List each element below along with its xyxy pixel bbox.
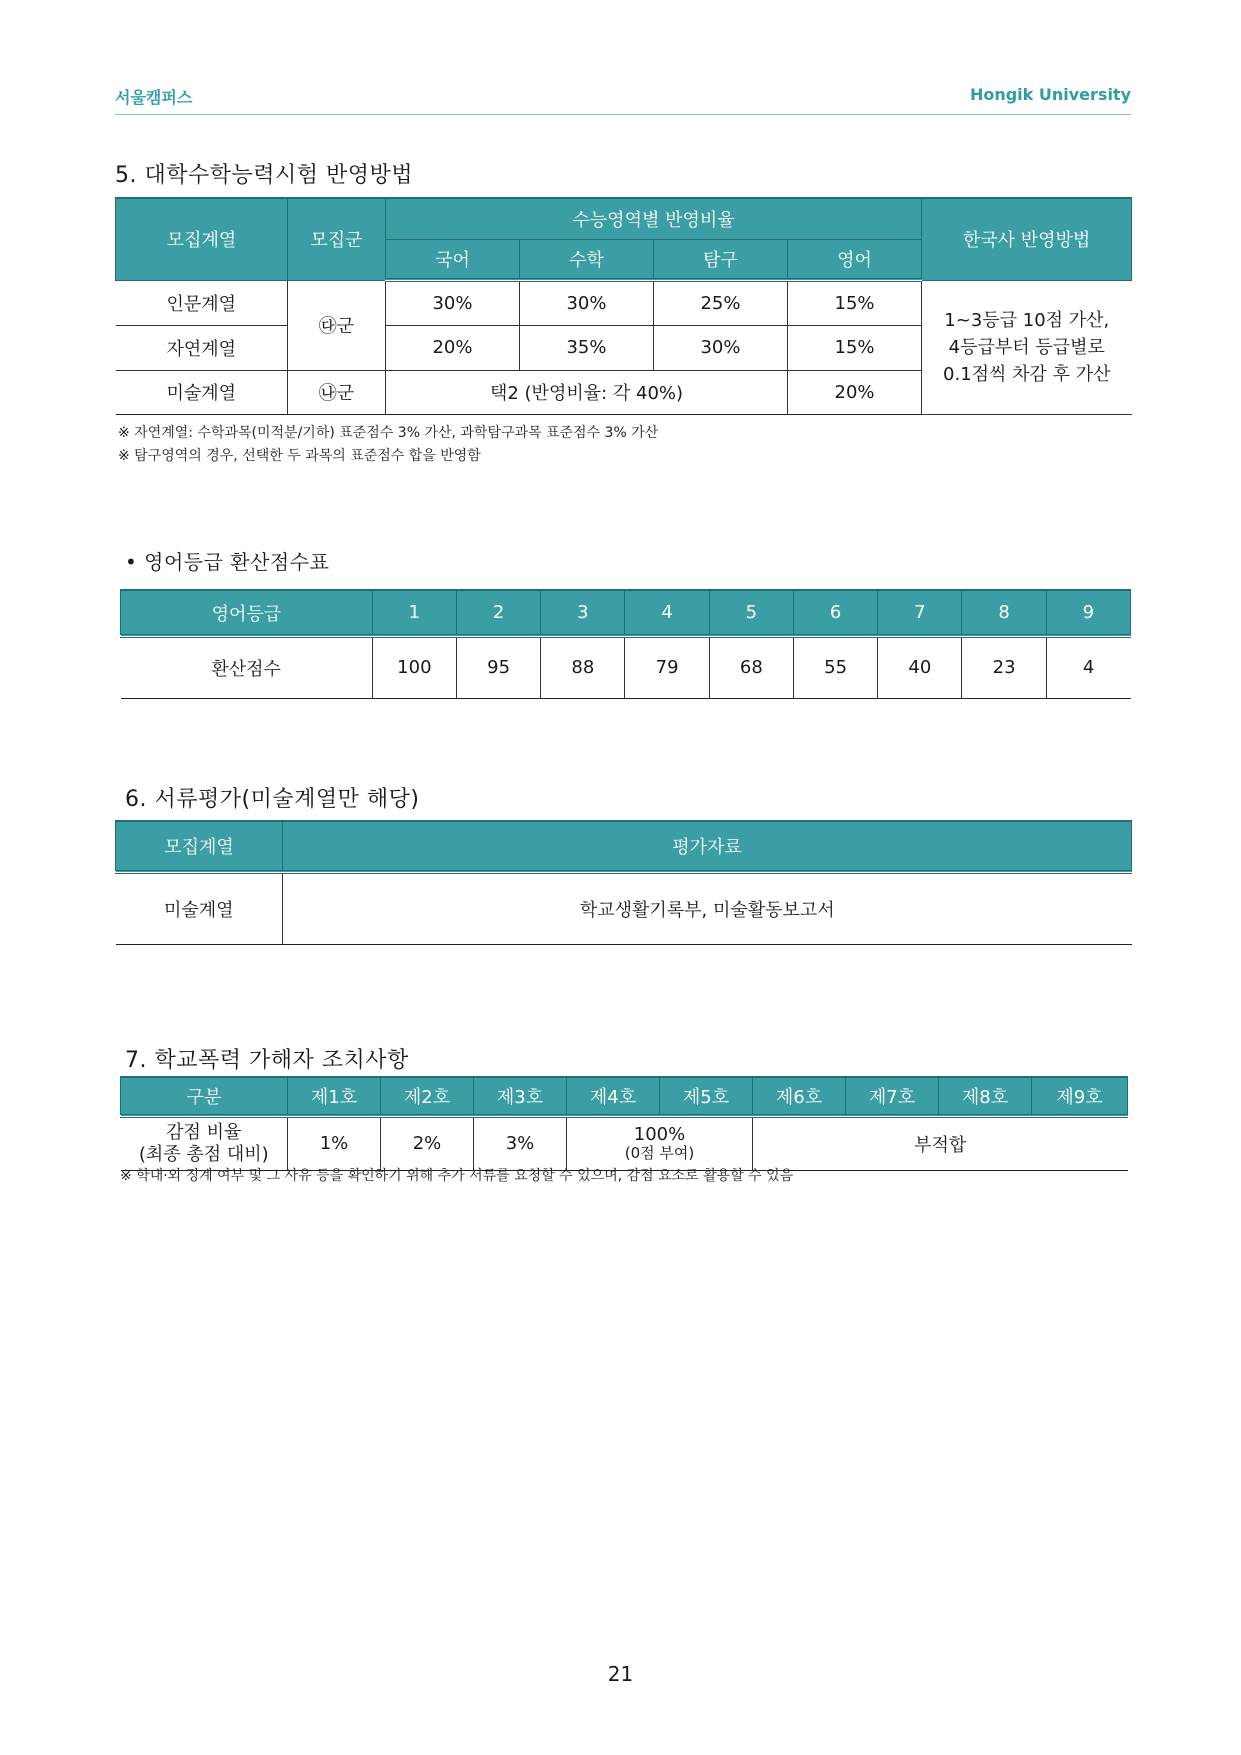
- history-line: 4등급부터 등급별로: [948, 336, 1105, 358]
- cell-english: 20%: [788, 370, 922, 414]
- header-ratio-group: 수능영역별 반영비율: [386, 198, 922, 239]
- section-6-title: 6. 서류평가(미술계열만 해당): [125, 787, 420, 812]
- deduction-value-4-5: [567, 1116, 753, 1170]
- cell-inquiry: 25%: [654, 280, 788, 325]
- grade: 5: [709, 590, 793, 636]
- score: 79: [625, 636, 709, 698]
- score: 68: [709, 636, 793, 698]
- score: 23: [962, 636, 1046, 698]
- school-violence-table: [120, 1076, 1128, 1171]
- row-field: 자연계열: [116, 325, 288, 370]
- grade: 3: [541, 590, 625, 636]
- header-measure: 제6호: [753, 1077, 846, 1116]
- row-field: 미술계열: [116, 370, 288, 414]
- score: 100: [372, 636, 456, 698]
- campus-label: 서울캠퍼스: [115, 88, 193, 107]
- header-math: 수학: [520, 239, 654, 280]
- history-method: [922, 280, 1132, 414]
- header-materials: 평가자료: [283, 821, 1132, 872]
- cell-math: 30%: [520, 280, 654, 325]
- header-field: 모집계열: [116, 821, 283, 872]
- row-group-da: ㉰군: [288, 280, 386, 370]
- section-5-title: 5. 대학수학능력시험 반영방법: [115, 163, 414, 188]
- score: 55: [793, 636, 877, 698]
- note: ※ 자연계열: 수학과목(미적분/기하) 표준점수 3% 가산, 과학탐구과목 표준점수 3% 가산: [118, 425, 659, 441]
- score: 95: [456, 636, 540, 698]
- note: ※ 탐구영역의 경우, 선택한 두 과목의 표준점수 합을 반영함: [118, 448, 481, 464]
- score: 4: [1046, 636, 1130, 698]
- note: ※ 학내·외 징계 여부 및 그 사유 등을 확인하기 위해 추가 서류를 요청할 수 있으며, 감점 요소로 활용할 수 있음: [120, 1168, 794, 1184]
- cell-korean: 30%: [386, 280, 520, 325]
- page-number: 21: [607, 1662, 634, 1686]
- header-measure: 제8호: [939, 1077, 1032, 1116]
- deduction-sub: (0점 부여): [624, 1143, 695, 1162]
- header-measure: 제7호: [846, 1077, 939, 1116]
- header-english-grade: 영어등급: [121, 590, 373, 636]
- header-korean: 국어: [386, 239, 520, 280]
- deduction-value: 3%: [474, 1116, 567, 1170]
- header-category: 구분: [121, 1077, 288, 1116]
- row-materials: 학교생활기록부, 미술활동보고서: [283, 872, 1132, 944]
- english-conversion-table: [120, 589, 1131, 699]
- header-measure: 제2호: [381, 1077, 474, 1116]
- cell-korean: 20%: [386, 325, 520, 370]
- score: 40: [878, 636, 962, 698]
- header-inquiry: 탐구: [654, 239, 788, 280]
- english-table-title: • 영어등급 환산점수표: [125, 550, 330, 574]
- grade: 6: [793, 590, 877, 636]
- row-label-line: 감점 비율: [166, 1121, 242, 1143]
- header-history: 한국사 반영방법: [922, 198, 1132, 280]
- history-line: 1~3등급 10점 가산,: [944, 309, 1110, 331]
- university-name: Hongik University: [969, 85, 1131, 104]
- deduction-percent: 100%: [633, 1123, 686, 1145]
- header-measure: 제9호: [1032, 1077, 1128, 1116]
- header-group: 모집군: [288, 198, 386, 280]
- header-field: 모집계열: [116, 198, 288, 280]
- grade: 4: [625, 590, 709, 636]
- deduction-value: 2%: [381, 1116, 474, 1170]
- grade: 9: [1046, 590, 1130, 636]
- header-measure: 제4호: [567, 1077, 660, 1116]
- row-field: 미술계열: [116, 872, 283, 944]
- unsuitable-value: 부적합: [753, 1116, 1128, 1170]
- grade: 1: [372, 590, 456, 636]
- header-measure: 제3호: [474, 1077, 567, 1116]
- cell-english: 15%: [788, 325, 922, 370]
- deduction-value: 1%: [288, 1116, 381, 1170]
- csat-table: [115, 197, 1132, 415]
- header-measure: 제5호: [660, 1077, 753, 1116]
- score: 88: [541, 636, 625, 698]
- grade: 2: [456, 590, 540, 636]
- grade: 8: [962, 590, 1046, 636]
- grade: 7: [878, 590, 962, 636]
- cell-english: 15%: [788, 280, 922, 325]
- row-field: 인문계열: [116, 280, 288, 325]
- row-label-line: (최종 총점 대비): [138, 1143, 269, 1165]
- row-label: [121, 1116, 288, 1170]
- cell-math: 35%: [520, 325, 654, 370]
- row-group-na: ㉯군: [288, 370, 386, 414]
- history-line: 0.1점씩 차감 후 가산: [943, 363, 1111, 385]
- document-evaluation-table: [115, 820, 1132, 945]
- header-english: 영어: [788, 239, 922, 280]
- header-divider: [115, 114, 1131, 115]
- section-7-title: 7. 학교폭력 가해자 조치사항: [125, 1048, 409, 1073]
- score-label: 환산점수: [121, 636, 373, 698]
- cell-merged-choice: 택2 (반영비율: 각 40%): [386, 370, 788, 414]
- cell-inquiry: 30%: [654, 325, 788, 370]
- header-measure: 제1호: [288, 1077, 381, 1116]
